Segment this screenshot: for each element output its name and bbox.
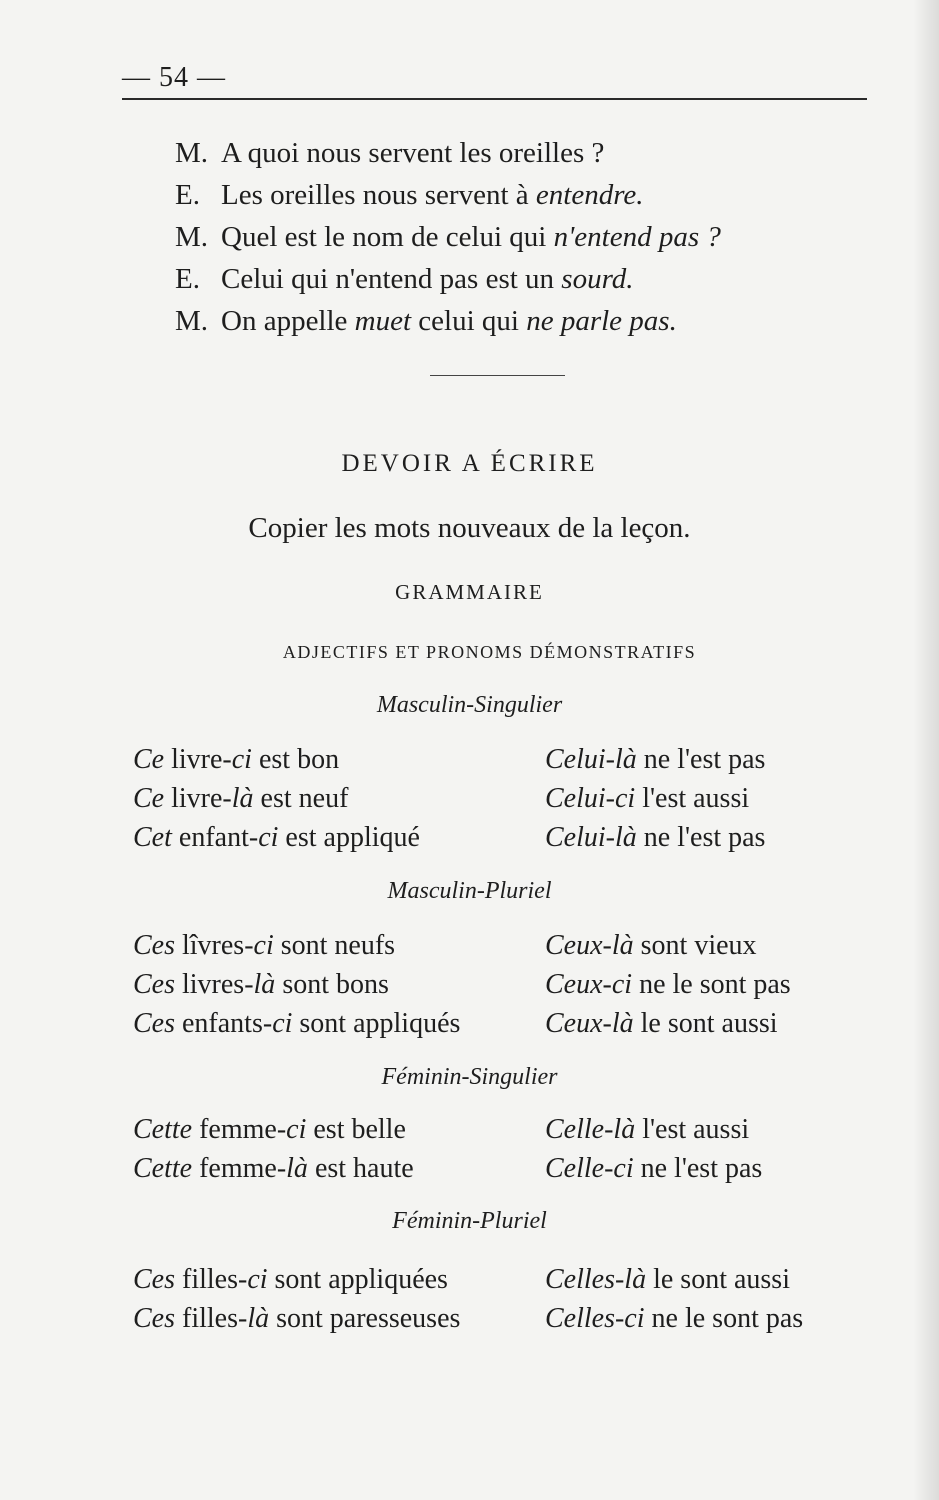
text-fragment: livres-	[175, 969, 254, 1000]
text-fragment: sont vieux	[633, 930, 757, 961]
text-fragment: femme-	[192, 1114, 287, 1145]
dialogue-line	[175, 216, 875, 258]
adjective-example	[133, 1153, 414, 1185]
italic-fragment: Ces	[133, 969, 175, 1000]
grammar-row	[0, 1303, 939, 1343]
grammar-row	[0, 930, 939, 970]
header-rule	[122, 98, 867, 100]
italic-fragment: là	[286, 1153, 308, 1184]
dialogue-line	[175, 258, 875, 300]
italic-fragment: Cet	[133, 822, 172, 853]
grammar-row	[0, 1008, 939, 1048]
text-fragment: le sont aussi	[646, 1264, 790, 1295]
grammar-row	[0, 1114, 939, 1154]
section-title: Masculin-Singulier	[376, 692, 563, 718]
italic-fragment: Ce	[133, 783, 165, 814]
dialogue-line	[175, 132, 875, 174]
pronoun-example	[545, 1114, 749, 1146]
adjective-example	[133, 930, 395, 962]
page-header	[122, 62, 867, 102]
section-title: Féminin-Singulier	[381, 1064, 558, 1090]
section-title: Masculin-Pluriel	[387, 878, 552, 904]
dialogue-line	[175, 300, 875, 342]
italic-fragment: là	[231, 783, 254, 814]
text-fragment: filles-	[175, 1264, 248, 1295]
text-fragment: On appelle	[221, 305, 355, 337]
grammar-row	[0, 1153, 939, 1193]
text-fragment: femme-	[192, 1153, 287, 1184]
italic-fragment: muet	[354, 305, 412, 337]
italic-fragment: là	[253, 969, 276, 1000]
adjective-example	[133, 1264, 448, 1296]
speaker-label: M.	[175, 221, 209, 253]
grammar-row	[0, 1264, 939, 1304]
speaker-label: E.	[175, 179, 200, 211]
italic-fragment: ci	[272, 1008, 293, 1039]
page-number: — 54 —	[122, 62, 226, 93]
italic-fragment: ci	[286, 1114, 307, 1145]
italic-fragment: là	[247, 1303, 270, 1334]
section-separator	[430, 375, 565, 376]
italic-fragment: Ces	[133, 930, 175, 961]
italic-fragment: Ces	[133, 1264, 175, 1295]
text-fragment: filles-	[175, 1303, 248, 1334]
italic-fragment: Celle-ci	[545, 1153, 634, 1184]
pronoun-example	[545, 1008, 778, 1040]
adjective-example	[133, 1114, 406, 1146]
italic-fragment: Celles-là	[545, 1264, 647, 1295]
text-fragment: enfant-	[171, 822, 259, 853]
pronoun-example	[545, 930, 757, 962]
speaker-label: M.	[175, 305, 209, 337]
adjective-example	[133, 783, 348, 815]
text-fragment: le sont aussi	[633, 1008, 778, 1039]
text-fragment: ne le sont pas	[632, 969, 791, 1000]
grammaire-subtitle: ADJECTIFS ET PRONOMS DÉMONSTRATIFS	[282, 642, 697, 662]
text-fragment: Quel est le nom de celui qui	[221, 221, 554, 253]
italic-fragment: Cette	[133, 1114, 193, 1145]
italic-fragment: Ce	[133, 744, 165, 775]
pronoun-example	[545, 1264, 790, 1296]
italic-fragment: entendre.	[535, 179, 644, 211]
text-fragment: enfants-	[175, 1008, 273, 1039]
pronoun-example	[545, 783, 749, 815]
text-fragment: A quoi nous servent les oreilles ?	[221, 137, 605, 169]
text-fragment: livre-	[164, 783, 232, 814]
italic-fragment: Ceux-là	[545, 930, 634, 961]
italic-fragment: ci	[253, 930, 274, 961]
dialogue	[175, 132, 875, 342]
devoir-instruction: Copier les mots nouveaux de la leçon.	[248, 512, 691, 544]
grammar-row	[0, 783, 939, 823]
italic-fragment: Ces	[133, 1303, 175, 1334]
text-fragment: livre-	[164, 744, 232, 775]
text-fragment: ne l'est pas	[633, 1153, 763, 1184]
pronoun-example	[545, 1303, 803, 1335]
text-fragment: est appliqué	[278, 822, 420, 853]
grammaire-title: GRAMMAIRE	[395, 580, 544, 604]
speaker-label: M.	[175, 137, 209, 169]
text-fragment: sont neufs	[273, 930, 396, 961]
text-fragment: ne l'est pas	[636, 822, 766, 853]
grammar-row	[0, 822, 939, 862]
text-fragment: est haute	[307, 1153, 414, 1184]
grammar-row	[0, 744, 939, 784]
grammar-row	[0, 969, 939, 1009]
italic-fragment: Cette	[133, 1153, 193, 1184]
adjective-example	[133, 744, 339, 776]
italic-fragment: sourd.	[561, 263, 634, 295]
dialogue-line	[175, 174, 875, 216]
italic-fragment: Celui-là	[545, 822, 637, 853]
text-fragment: celui qui	[411, 305, 527, 337]
text-fragment: est belle	[306, 1114, 406, 1145]
pronoun-example	[545, 969, 791, 1001]
adjective-example	[133, 969, 389, 1001]
italic-fragment: Celle-là	[545, 1114, 636, 1145]
text-fragment: sont appliqués	[292, 1008, 461, 1039]
text-fragment: ne le sont pas	[644, 1303, 804, 1334]
pronoun-example	[545, 1153, 762, 1185]
italic-fragment: Celui-là	[545, 744, 637, 775]
italic-fragment: ne parle pas.	[526, 305, 677, 337]
italic-fragment: ci	[231, 744, 252, 775]
pronoun-example	[545, 744, 765, 776]
text-fragment: lîvres-	[175, 930, 254, 961]
adjective-example	[133, 1303, 460, 1335]
text-fragment: sont paresseuses	[269, 1303, 461, 1334]
text-fragment: sont bons	[275, 969, 389, 1000]
text-fragment: est neuf	[253, 783, 349, 814]
text-fragment: Celui qui n'entend pas est un	[221, 263, 562, 295]
adjective-example	[133, 1008, 460, 1040]
text-fragment: sont appliquées	[267, 1264, 448, 1295]
speaker-label: E.	[175, 263, 200, 295]
text-fragment: est bon	[251, 744, 340, 775]
italic-fragment: Ces	[133, 1008, 175, 1039]
devoir-title: DEVOIR A ÉCRIRE	[341, 450, 598, 477]
italic-fragment: n'entend pas ?	[553, 221, 721, 253]
italic-fragment: Ceux-ci	[545, 969, 633, 1000]
italic-fragment: Ceux-là	[545, 1008, 634, 1039]
italic-fragment: ci	[247, 1264, 268, 1295]
italic-fragment: Celui-ci	[545, 783, 636, 814]
pronoun-example	[545, 822, 765, 854]
text-fragment: Les oreilles nous servent à	[221, 179, 536, 211]
section-title: Féminin-Pluriel	[392, 1208, 547, 1234]
italic-fragment: ci	[258, 822, 279, 853]
text-fragment: l'est aussi	[635, 1114, 750, 1145]
adjective-example	[133, 822, 420, 854]
text-fragment: l'est aussi	[635, 783, 750, 814]
text-fragment: ne l'est pas	[636, 744, 766, 775]
italic-fragment: Celles-ci	[545, 1303, 645, 1334]
